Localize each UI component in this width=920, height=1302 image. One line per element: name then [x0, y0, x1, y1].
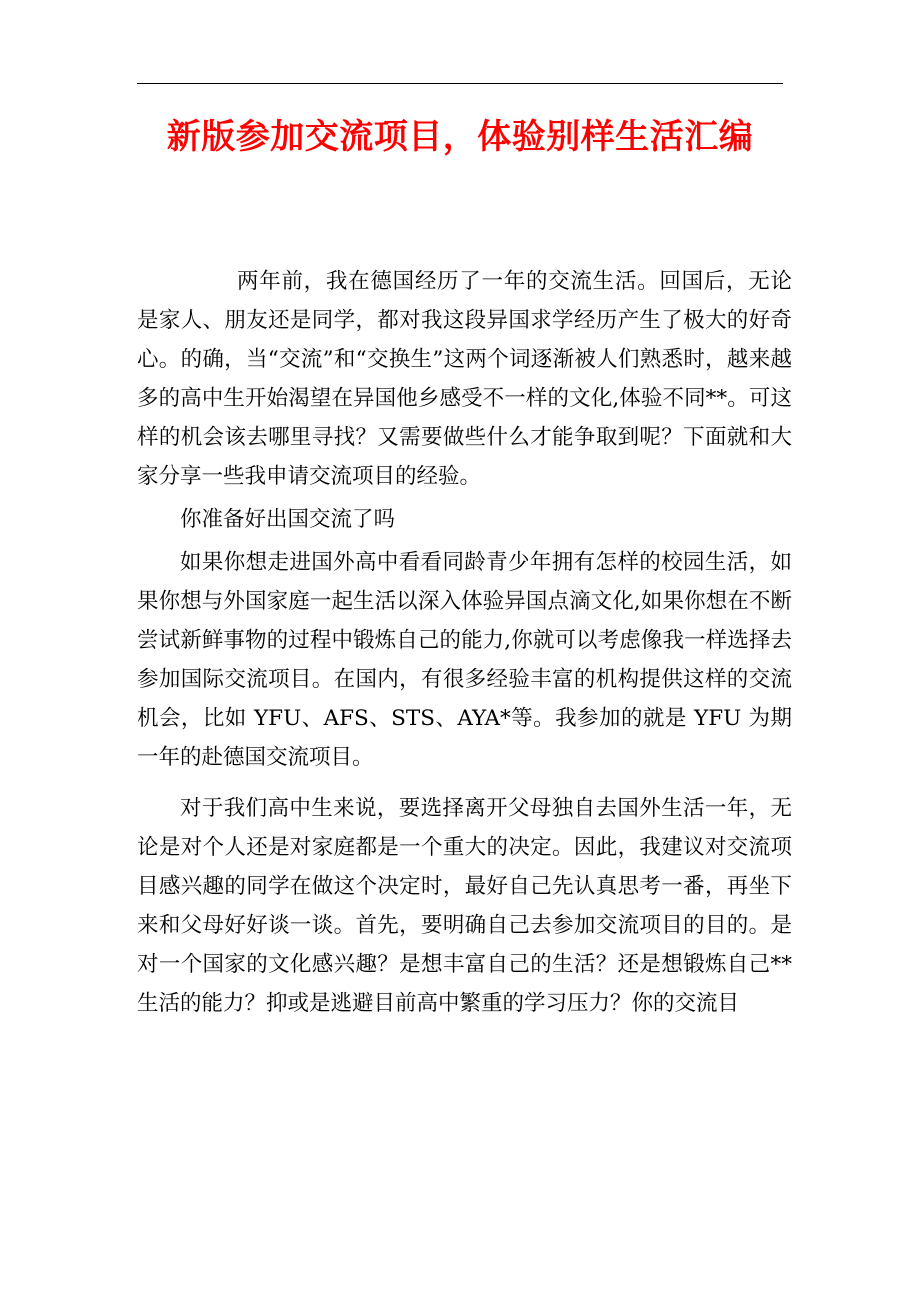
paragraph-exchange-options: 如果你想走进国外高中看看同龄青少年拥有怎样的校园生活，如果你想与外国家庭一起生活以深入体验异国点滴文化,如果你想在不断尝试新鲜事物的过程中锻炼自己的能力,你就可以考虑像我一样选择去参加国际交流项目。在国内，有很多经验丰富的机构提供这样的交流机会，比如 YFU、AFS、STS、AYA*等。我参加的就是 YFU 为期一年的赴德国交流项目。: [137, 550, 792, 770]
document-title: 新版参加交流项目，体验别样生活汇编: [166, 117, 754, 157]
header-rule: [137, 83, 783, 84]
paragraph-intro: 两年前，我在德国经历了一年的交流生活。回国后，无论是家人、朋友还是同学，都对我这段异国求学经历产生了极大的好奇心。的确，当“交流”和“交换生”这两个词逐渐被人们熟悉时，越来越多的高中生开始渴望在异国他乡感受不一样的文化,体验不同**。可这样的机会该去哪里寻找？又需要做些什么才能争取到呢？下面就和大家分享一些我申请交流项目的经验。: [137, 269, 792, 489]
section-heading: 你准备好出国交流了吗: [180, 507, 396, 532]
document-body: [137, 262, 792, 1023]
paragraph-decision: 对于我们高中生来说，要选择离开父母独自去国外生活一年，无论是对个人还是对家庭都是一个重大的决定。因此，我建议对交流项目感兴趣的同学在做这个决定时，最好自己先认真思考一番，再坐下来和父母好好谈一谈。首先，要明确自己去参加交流项目的目的。是对一个国家的文化感兴趣？是想丰富自己的生活？还是想锻炼自己**生活的能力？抑或是逃避目前高中繁重的学习压力？你的交流目: [137, 796, 792, 1016]
